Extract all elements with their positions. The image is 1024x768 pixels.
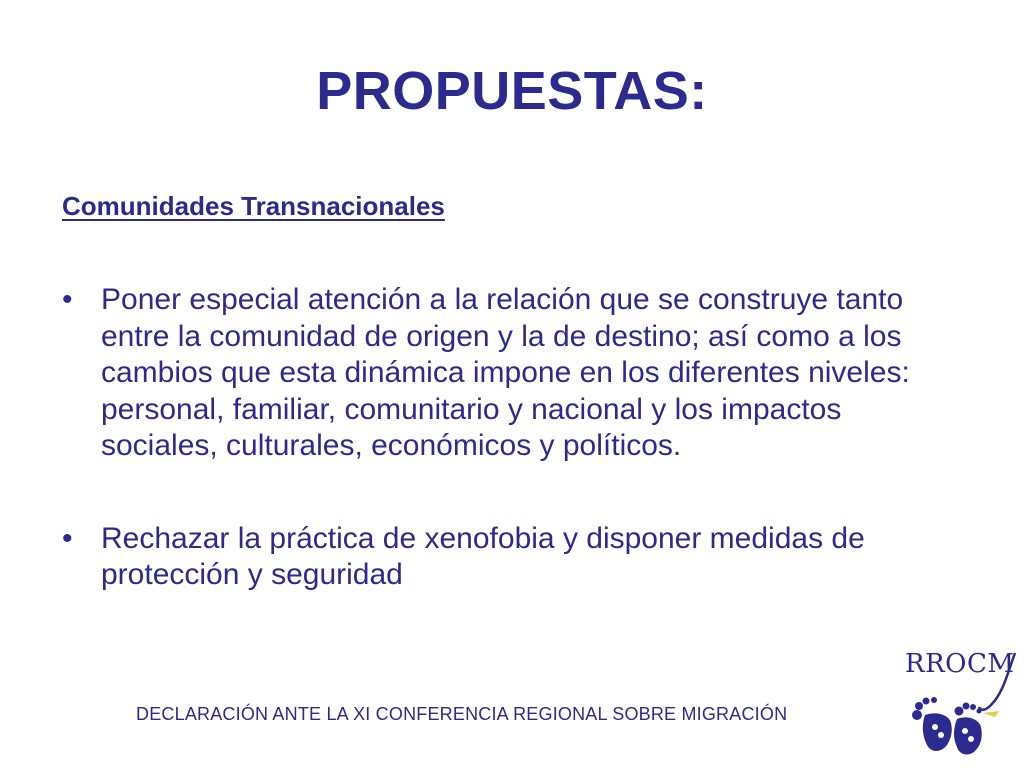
section-subtitle: Comunidades Transnacionales [62,191,445,221]
rrocm-logo [895,645,1020,760]
bullet-marker: • [62,521,73,555]
footer-text: DECLARACIÓN ANTE LA XI CONFERENCIA REGIONAL SOBRE MIGRACIÓN [136,704,788,724]
logo-text: RROCM [905,649,1015,679]
bullet-text: Poner especial atención a la relación que se construye tanto entre la comunidad de origen y la de destino; así como a los cambios que esta dinámica impone en los diferentes niveles: personal, familiar, comunitario y nacional y los impactos sociales, culturales, económicos y políticos. [101,283,910,462]
bullet-text: Rechazar la práctica de xenofobia y disponer medidas de protección y seguridad [101,521,865,591]
slide-title: PROPUESTAS: [316,61,708,121]
bullet-item [62,521,962,594]
bullet-list [62,282,962,594]
bullet-item [62,282,962,465]
bullet-marker: • [62,283,73,316]
